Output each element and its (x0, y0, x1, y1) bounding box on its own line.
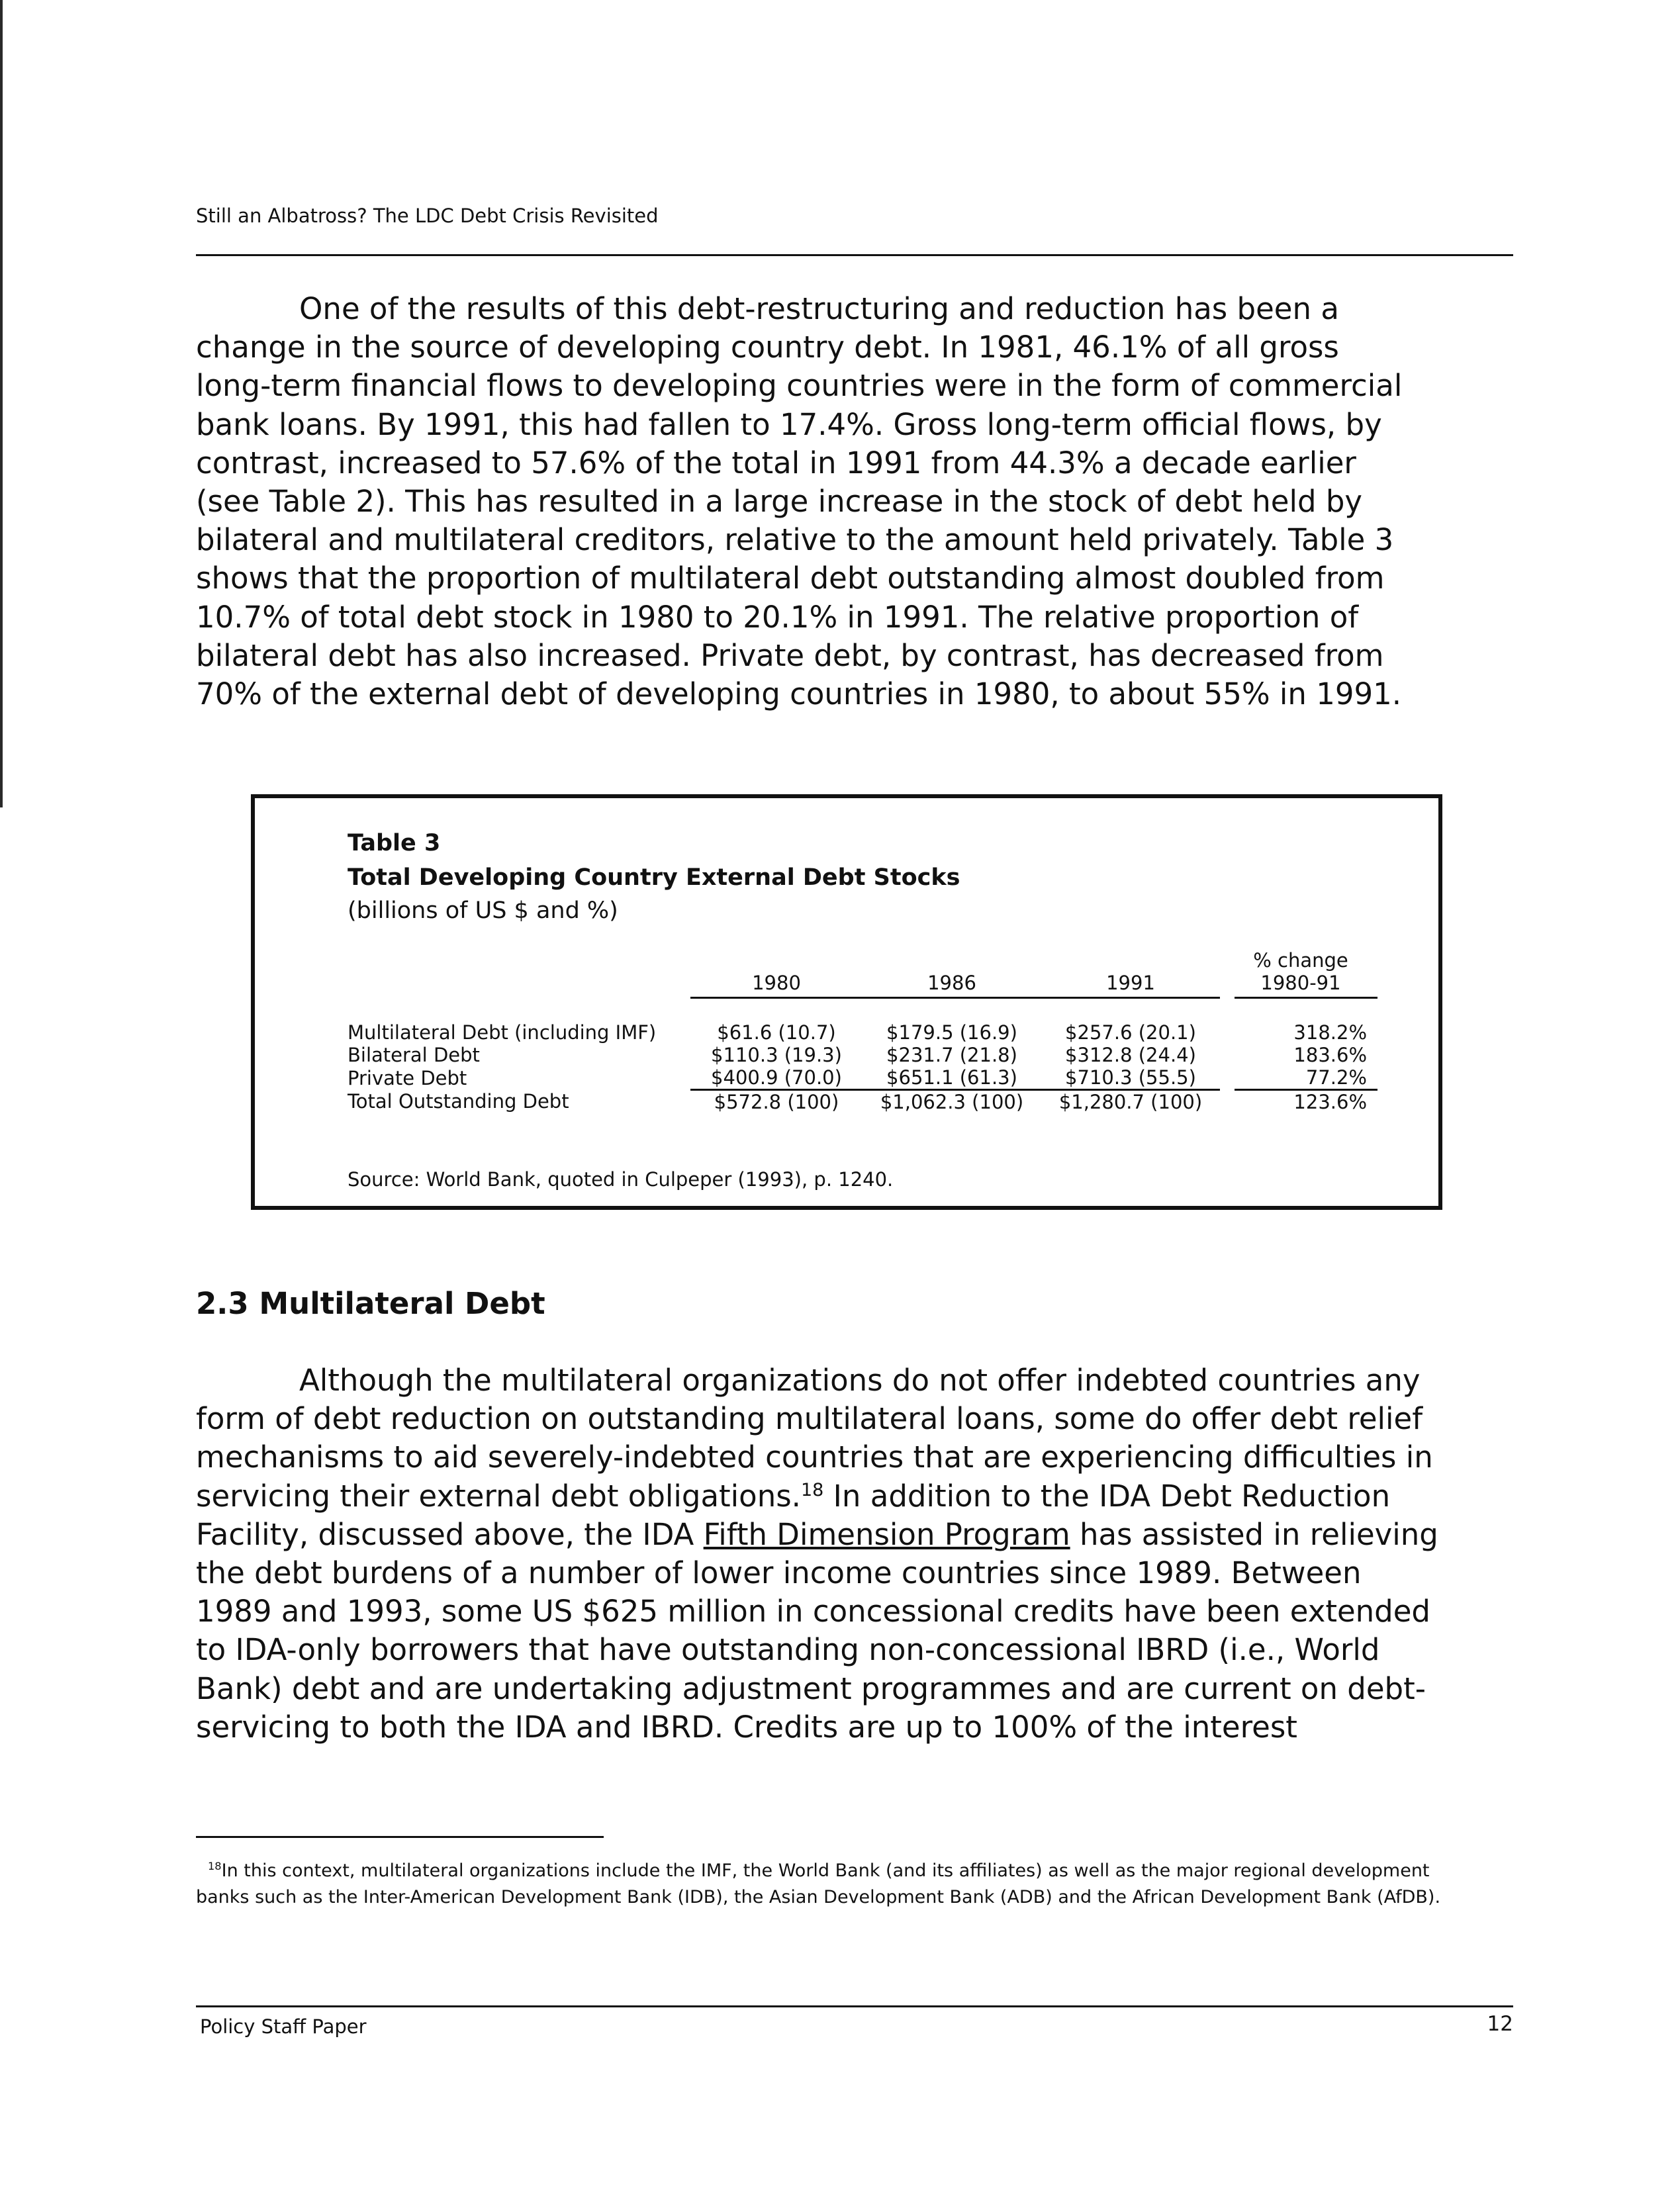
running-header: Still an Albatross? The LDC Debt Crisis Revisited (196, 205, 659, 227)
cell-1986: $231.7 (21.8) (886, 1044, 1017, 1066)
cell-1991: $257.6 (20.1) (1065, 1021, 1196, 1044)
body-paragraph-1: One of the results of this debt-restructuring and reduction has been a change in the source of developing country debt. In 1981, 46.1% of all gross long-term financial flows to developing countries were in the form of commercial bank loans. By 1991, this had fallen to 17.4%. Gross long-term official flows, by contrast, increased to 57.6% of the total in 1991 from 44.3% a decade earlier (see Table 2). This has resulted in a large increase in the stock of debt held by bilateral and multilateral creditors, relative to the amount held privately. Table 3 shows that the proportion of multilateral debt outstanding almost doubled from 10.7% of total debt stock in 1980 to 20.1% in 1991. The relative proportion of bilateral debt has also increased. Private debt, by contrast, has decreased from 70% of the external debt of developing countries in 1980, to about 55% in 1991. (196, 291, 1403, 712)
para-2-part-a: Although the multilateral organizations do not offer indebted countries any form of debt reduction on outstanding multilateral loans, some do offer debt relief mechanisms to aid severely-indebted countries that are experiencing difficulties in servicing their external debt obligations. (196, 1363, 1433, 1514)
table-header-row-1 (348, 949, 1377, 972)
table-label: Table 3 (348, 830, 441, 856)
body-paragraph-2 (196, 1361, 1507, 1747)
row-label: Private Debt (348, 1066, 467, 1089)
footer-rule (196, 2005, 1513, 2007)
cell-1991: $312.8 (24.4) (1065, 1044, 1196, 1066)
column-header-1991: 1991 (1041, 972, 1220, 998)
page-number: 12 (1487, 2012, 1513, 2036)
row-label: Multilateral Debt (including IMF) (348, 1021, 657, 1044)
cell-pct-change: 183.6% (1293, 1044, 1367, 1066)
pct-change-header-line1: % change (1253, 949, 1348, 972)
column-header-1986: 1986 (863, 972, 1041, 998)
table-title: Total Developing Country External Debt Stocks (348, 864, 960, 891)
scan-edge (0, 0, 3, 807)
cell-1986: $1,062.3 (100) (863, 1090, 1041, 1114)
table-row-total (348, 1090, 1377, 1114)
table-row (348, 1044, 1377, 1066)
cell-pct-change: 123.6% (1235, 1090, 1377, 1114)
cell-pct-change: 318.2% (1293, 1021, 1367, 1044)
cell-1991: $710.3 (55.5) (1065, 1066, 1196, 1089)
table-header-row-2 (348, 972, 1377, 998)
footer-publication: Policy Staff Paper (200, 2015, 367, 2038)
column-header-1980: 1980 (690, 972, 863, 998)
cell-1986: $651.1 (61.3) (886, 1066, 1017, 1089)
table-3-content (348, 826, 1420, 1191)
footnote-reference: 18 (800, 1479, 824, 1500)
cell-1980: $400.9 (70.0) (711, 1066, 842, 1089)
cell-1980: $61.6 (10.7) (717, 1021, 836, 1044)
table-3-box (251, 794, 1442, 1210)
footnote-rule (196, 1836, 604, 1838)
footnote-text: In this context, multilateral organizations include the IMF, the World Bank (and its affiliates) as well as the major regional development banks such as the Inter-American Development Bank (IDB), the Asian Development Bank (ADB) and the African Development Bank (AfDB). (196, 1860, 1441, 1907)
cell-1991: $1,280.7 (100) (1041, 1090, 1220, 1114)
table-row (348, 1021, 1377, 1044)
section-heading: 2.3 Multilateral Debt (196, 1286, 545, 1321)
footnote-18 (196, 1858, 1487, 1911)
cell-1980: $572.8 (100) (690, 1090, 863, 1114)
para-2-part-b: In addition to the IDA Debt Reduction Facility, discussed above, the IDA (196, 1478, 1391, 1552)
table-row (348, 1066, 1377, 1090)
row-label: Bilateral Debt (348, 1044, 480, 1066)
debt-stocks-table (348, 949, 1377, 1113)
para-2-part-c: has assisted in relieving the debt burdens of a number of lower income countries since 1989. Between 1989 and 1993, some US $625 million in concessional credits have been extended to IDA-only borrowers that have outstanding non-concessional IBRD (i.e., World Bank) debt and are undertaking adjustment programmes and are current on debt- servicing to both the IDA and IBRD. Credits are up to 100% of the interest (196, 1516, 1438, 1745)
cell-pct-change: 77.2% (1305, 1066, 1367, 1089)
underlined-program-name: Fifth Dimension Program (703, 1516, 1070, 1552)
cell-1980: $110.3 (19.3) (711, 1044, 842, 1066)
table-source: Source: World Bank, quoted in Culpeper (1993), p. 1240. (348, 1168, 894, 1191)
row-label: Total Outstanding Debt (348, 1090, 569, 1113)
pct-change-header-line2: 1980-91 (1235, 972, 1377, 998)
footnote-marker: 18 (208, 1860, 222, 1872)
table-units: (billions of US $ and %) (348, 897, 618, 924)
header-rule (196, 254, 1513, 256)
cell-1986: $179.5 (16.9) (886, 1021, 1017, 1044)
